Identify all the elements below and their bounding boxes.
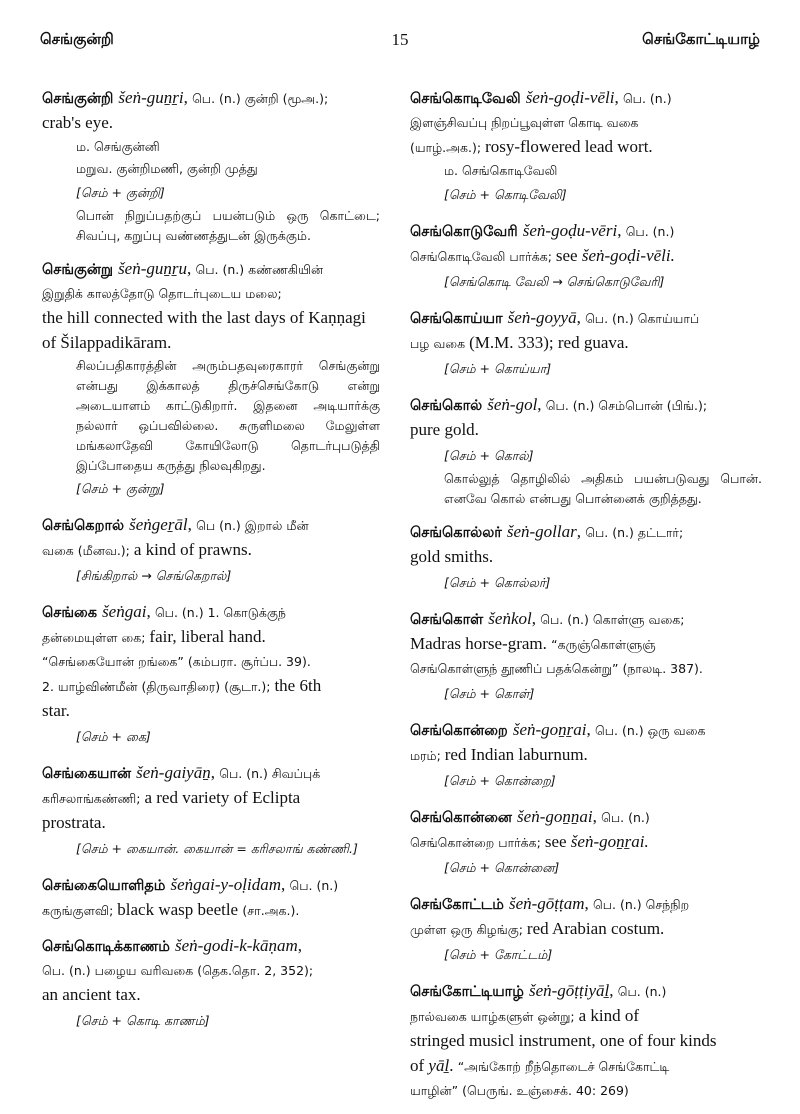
dictionary-entry — [410, 219, 762, 295]
headword: செங்கொன்னை — [410, 810, 518, 826]
english-text: of — [410, 1056, 429, 1075]
tamil-text: 1. கொடுக்குந் — [207, 605, 286, 620]
headword: செங்கொல்லர் — [410, 525, 507, 541]
tamil-text: யாழின்” (பெருங். உஞ்சைக். 40: 269) — [410, 1083, 629, 1098]
entry-line — [42, 959, 380, 983]
entry-line — [42, 699, 380, 724]
grammar-abbreviation: பெ. (n.) — [42, 963, 95, 978]
english-text: stringed musicl instrument, one of four kinds — [410, 1031, 717, 1050]
grammar-abbreviation: பெ. (n.) — [192, 91, 245, 106]
entry-line — [42, 674, 380, 699]
english-text: , — [614, 88, 623, 107]
tamil-text: செம்பொன் (பிங்.); — [598, 398, 708, 413]
etymology: [செம் + குன்றி] — [76, 185, 165, 200]
entry-line — [42, 331, 380, 356]
entry-line — [410, 219, 762, 244]
headword: செங்கையொளிதம் — [42, 878, 171, 894]
tamil-text: கரிசலாங்கண்ணி; — [42, 791, 145, 806]
entry-line — [410, 418, 762, 443]
english-text: the 6th — [274, 676, 322, 695]
entry-line — [42, 513, 380, 538]
cognate-line: ம. செங்குன்னி — [76, 139, 160, 154]
etymology: [செம் + கொன்னை] — [444, 860, 560, 875]
dictionary-entry — [410, 86, 762, 208]
english-text: , — [187, 515, 197, 534]
headword: செங்கொள் — [410, 612, 489, 628]
tamil-text: கண்ணகியின் — [248, 262, 324, 277]
header-first-headword: செங்குன்றி — [40, 30, 114, 48]
english-text: , — [531, 609, 541, 628]
transliteration: šeṅgai — [102, 602, 147, 621]
english-text: , — [537, 395, 546, 414]
entry-line — [410, 743, 762, 768]
tamil-text: முள்ள ஒரு கிழங்கு; — [410, 922, 527, 937]
english-text: , — [183, 88, 193, 107]
cognate-line: ம. செங்கொடிவேலி — [444, 163, 558, 178]
dictionary-entry — [410, 393, 762, 509]
tamil-text: பழைய வரிவகை (தெக.தொ. 2, 352); — [94, 963, 314, 978]
entry-line — [42, 538, 380, 563]
etymology: [செம் + கொள்] — [444, 686, 535, 701]
dictionary-entry — [42, 761, 380, 862]
english-text: black wasp beetle — [117, 900, 243, 919]
grammar-abbreviation: பெ. (n.) — [545, 398, 599, 413]
tamil-text: தட்டார்; — [637, 525, 684, 540]
entry-line — [42, 600, 380, 625]
dictionary-entry — [42, 873, 380, 923]
explanatory-note: சிலப்பதிகாரத்தின் அரும்பதவுரைகாரர் செங்குன்று என்பது இக்காலத் திருச்செங்கோடு என்று அடையாளம் காட்டுகிறார். இதனை அடியார்க்கு நல்லார் ஒப்பவில்லை. சுருளிமலை மேலுள்ள மங்கலாதேவி கோயிலோடு தொடர்புபடுத்தி இப்போதைய கருத்து நிலவுகிறது. — [76, 358, 380, 473]
grammar-abbreviation: பெ. (n.) — [617, 984, 667, 999]
headword: செங்கொடிக்காணம் — [42, 939, 175, 955]
transliteration: šeṅ-gollar — [506, 522, 577, 541]
tamil-text: வகை (மீனவ.); — [42, 543, 134, 558]
entry-line — [42, 873, 380, 898]
headword: செங்கொய்யா — [410, 311, 508, 327]
english-text: star. — [42, 701, 70, 720]
entry-line — [410, 1004, 762, 1029]
entry-line — [42, 983, 380, 1008]
tamil-text: இளஞ்சிவப்பு நிறப்பூவுள்ள கொடி வகை — [410, 115, 639, 130]
tamil-text: மரம்; — [410, 748, 445, 763]
grammar-abbreviation: பெ. (n.) — [595, 723, 648, 738]
etymology: [செங்கொடி வேலி → செங்கொடுவேரி] — [444, 274, 665, 289]
english-text: , — [297, 936, 302, 955]
entry-line — [410, 718, 762, 743]
dictionary-entry — [42, 257, 380, 502]
tamil-text: (சா.அக.). — [242, 903, 300, 918]
dictionary-entry — [410, 979, 762, 1103]
dictionary-entry — [42, 934, 380, 1034]
headword: செங்கொடிவேலி — [410, 91, 526, 107]
transliteration: šeṅ-goṉṟai — [512, 720, 587, 739]
english-text: prostrata. — [42, 813, 106, 832]
transliteration: šeṅ-goḍi-vēli. — [581, 246, 675, 265]
entry-line — [410, 830, 762, 855]
entry-line — [42, 306, 380, 331]
english-text: , — [210, 763, 220, 782]
grammar-abbreviation: பெ. (n.) — [289, 878, 339, 893]
transliteration: šeṅ-goṉṉai — [517, 807, 593, 826]
tamil-text: சிவப்புக் — [271, 766, 321, 781]
english-text: red Indian laburnum. — [444, 745, 588, 764]
entry-line — [42, 898, 380, 923]
tamil-text: இறால் மீன் — [244, 518, 309, 533]
tamil-text: கருங்குளவி; — [42, 903, 118, 918]
entry-line — [410, 86, 762, 111]
transliteration: šeṅ-gaiyāṉ — [136, 763, 211, 782]
tamil-text: பழ வகை — [410, 336, 470, 351]
etymology: [செம் + கையான். கையான் = கரிசலாங் கண்ணி.] — [76, 841, 358, 856]
dictionary-entry — [410, 892, 762, 968]
english-text: red Arabian costum. — [526, 919, 665, 938]
dictionary-entry — [42, 513, 380, 589]
english-text: crab's eye. — [42, 113, 114, 132]
cognate-line: மறுவ. குன்றிமணி, குன்றி முத்து — [76, 161, 258, 176]
right-column — [410, 86, 762, 1114]
english-text: of Šilappadikāram. — [42, 333, 172, 352]
tamil-text: செங்கொள்ளுந் தூணிப் பதக்கென்று” (நாலடி. 387). — [410, 661, 703, 676]
transliteration: šeṅ-goḍu-vēri — [522, 221, 618, 240]
entry-line — [410, 393, 762, 418]
entry-line — [410, 111, 762, 135]
entry-line — [42, 650, 380, 674]
entry-line — [410, 917, 762, 942]
etymology: [செம் + கோட்டம்] — [444, 947, 553, 962]
english-text: , — [617, 221, 626, 240]
tamil-text: (யாழ்.அக.); — [410, 140, 486, 155]
tamil-text: ஒரு வகை — [647, 723, 706, 738]
tamil-text: குன்றி (மூஅ.); — [244, 91, 329, 106]
transliteration: šeṅ-goṉṟai. — [570, 832, 649, 851]
transliteration: šeṅ-guṉṟi — [118, 88, 184, 107]
dictionary-entry — [42, 86, 380, 246]
tamil-text: 2. யாழ்விண்மீன் (திருவாதிரை) (சூடா.); — [42, 679, 275, 694]
etymology: [செம் + கொல்லர்] — [444, 575, 551, 590]
entry-line — [410, 657, 762, 681]
english-text: fair, liberal hand. — [149, 627, 266, 646]
entry-line — [410, 632, 762, 657]
transliteration: šeṅ-godi-k-kāṇam — [175, 936, 298, 955]
grammar-abbreviation: பெ. (n.) — [593, 897, 646, 912]
transliteration: šeṅgai-y-oḷidam — [170, 875, 281, 894]
transliteration: šeṅgeṟāl — [129, 515, 188, 534]
tamil-text: செங்கொடிவேலி பார்க்க; — [410, 249, 556, 264]
etymology: [செம் + கொன்றை] — [444, 773, 556, 788]
tamil-text: செங்கொன்றை பார்க்க; — [410, 835, 545, 850]
english-text: Madras horse-gram. — [410, 634, 552, 653]
entry-line — [42, 761, 380, 786]
transliteration: šeṅ-goyyā — [507, 308, 577, 327]
tamil-text: இறுதிக் காலத்தோடு தொடர்புடைய மலை; — [42, 286, 282, 301]
english-text: . — [449, 1056, 458, 1075]
english-text: , — [592, 807, 602, 826]
tamil-text: “கருஞ்கொள்ளுஞ் — [551, 637, 656, 652]
entry-line — [42, 111, 380, 136]
grammar-abbreviation: பெ (n.) — [196, 518, 245, 533]
entry-line — [410, 1079, 762, 1103]
etymology: [செம் + குன்று] — [76, 481, 165, 496]
headword: செங்கோட்டியாழ் — [410, 984, 529, 1000]
entry-line — [410, 331, 762, 356]
english-text: , — [609, 981, 618, 1000]
left-column — [42, 86, 380, 1045]
running-header — [40, 30, 760, 54]
tamil-text: “செங்கையோன் றங்கை” (கம்பரா. சூர்ப்ப. 39). — [42, 654, 311, 669]
entry-line — [410, 607, 762, 632]
tamil-text: நால்வகை யாழ்களுள் ஒன்று; — [410, 1009, 579, 1024]
headword: செங்கையான் — [42, 766, 137, 782]
english-text: (M.M. 333); red guava. — [469, 333, 629, 352]
explanatory-note: கொல்லுத் தொழிலில் அதிகம் பயன்படுவது பொன். எனவே கொல் என்பது பொன்னைக் குறித்தது. — [444, 471, 762, 506]
entry-line — [42, 625, 380, 650]
headword: செங்குன்று — [42, 262, 119, 278]
entry-line — [42, 86, 380, 111]
tamil-text: கொள்ளு வகை; — [592, 612, 685, 627]
entry-line — [410, 244, 762, 269]
etymology: [செம் + கொல்] — [444, 448, 534, 463]
english-text: , — [586, 720, 596, 739]
grammar-abbreviation: பெ. (n.) — [585, 311, 638, 326]
grammar-abbreviation: பெ. (n.) — [195, 262, 249, 277]
english-text: a red variety of Eclipta — [144, 788, 301, 807]
entry-line — [410, 892, 762, 917]
headword: செங்கோட்டம் — [410, 897, 509, 913]
transliteration: šeṅ-gol — [487, 395, 538, 414]
entry-line — [410, 1054, 762, 1079]
dictionary-entry — [410, 607, 762, 707]
english-text: , — [187, 259, 196, 278]
english-text: , — [576, 308, 586, 327]
entry-line — [42, 786, 380, 811]
grammar-abbreviation: பெ. (n.) — [154, 605, 208, 620]
page-number: 15 — [391, 30, 409, 49]
english-text: the hill connected with the last days of Kaṇṇagi — [42, 308, 366, 327]
headword: செங்கொல் — [410, 398, 488, 414]
entry-line — [410, 1029, 762, 1054]
dictionary-entry — [42, 600, 380, 750]
transliteration: šeṅ-gōṭṭam — [508, 894, 585, 913]
transliteration: šeṅ-gōṭṭiyāḻ — [528, 981, 610, 1000]
tamil-text: “அங்கோற் றீந்தொடைச் செங்கோட்டி — [457, 1059, 670, 1074]
headword: செங்கை — [42, 605, 103, 621]
english-text: , — [584, 894, 594, 913]
grammar-abbreviation: பெ. (n.) — [622, 91, 672, 106]
english-text: a kind of prawns. — [133, 540, 252, 559]
explanatory-note: பொன் நிறுப்பதற்குப் பயன்படும் ஒரு கொட்டை; சிவப்பு, கறுப்பு வண்ணத்துடன் இருக்கும். — [76, 208, 380, 243]
headword: செங்கொன்றை — [410, 723, 513, 739]
transliteration: šeṅ-guṉṟu — [118, 259, 188, 278]
headword: செங்கொடுவேரி — [410, 224, 523, 240]
english-text: an ancient tax. — [42, 985, 141, 1004]
english-text: gold smiths. — [410, 547, 494, 566]
transliteration: yāḻ — [428, 1056, 450, 1075]
english-text: , — [576, 522, 586, 541]
english-text: rosy-flowered lead wort. — [485, 137, 653, 156]
grammar-abbreviation: பெ. (n.) — [585, 525, 638, 540]
transliteration: šeṅ-goḍi-vēli — [525, 88, 615, 107]
etymology: [செம் + கொடி காணம்] — [76, 1013, 210, 1028]
english-text: a kind of — [578, 1006, 640, 1025]
dictionary-entry — [410, 306, 762, 382]
dictionary-entry — [410, 520, 762, 596]
grammar-abbreviation: பெ. (n.) — [601, 810, 650, 825]
tamil-text: கொய்யாப் — [637, 311, 700, 326]
header-last-headword: செங்கோட்டியாழ் — [642, 30, 760, 48]
grammar-abbreviation: பெ. (n.) — [625, 224, 675, 239]
entry-line — [410, 979, 762, 1004]
grammar-abbreviation: பெ. (n.) — [540, 612, 593, 627]
dictionary-entry — [410, 718, 762, 794]
etymology: [செம் + கொய்யா] — [444, 361, 552, 376]
etymology: [சிங்கிறால் → செங்கெறால்] — [76, 568, 232, 583]
english-text: , — [146, 602, 155, 621]
etymology: [செம் + கொடிவேலி] — [444, 187, 567, 202]
entry-line — [42, 282, 380, 306]
headword: செங்கெறால் — [42, 518, 130, 534]
entry-line — [410, 545, 762, 570]
english-text: see — [555, 246, 582, 265]
entry-line — [410, 520, 762, 545]
entry-line — [410, 805, 762, 830]
headword: செங்குன்றி — [42, 91, 119, 107]
tamil-text: செந்நிற — [645, 897, 690, 912]
entry-line — [42, 257, 380, 282]
dictionary-entry — [410, 805, 762, 881]
entry-line — [410, 306, 762, 331]
tamil-text: தன்மையுள்ள கை; — [42, 630, 150, 645]
transliteration: šeṅkol — [488, 609, 532, 628]
english-text: pure gold. — [410, 420, 479, 439]
entry-line — [410, 135, 762, 160]
grammar-abbreviation: பெ. (n.) — [219, 766, 272, 781]
entry-line — [42, 811, 380, 836]
entry-line — [42, 934, 380, 959]
etymology: [செம் + கை] — [76, 729, 151, 744]
english-text: see — [544, 832, 571, 851]
english-text: , — [280, 875, 290, 894]
